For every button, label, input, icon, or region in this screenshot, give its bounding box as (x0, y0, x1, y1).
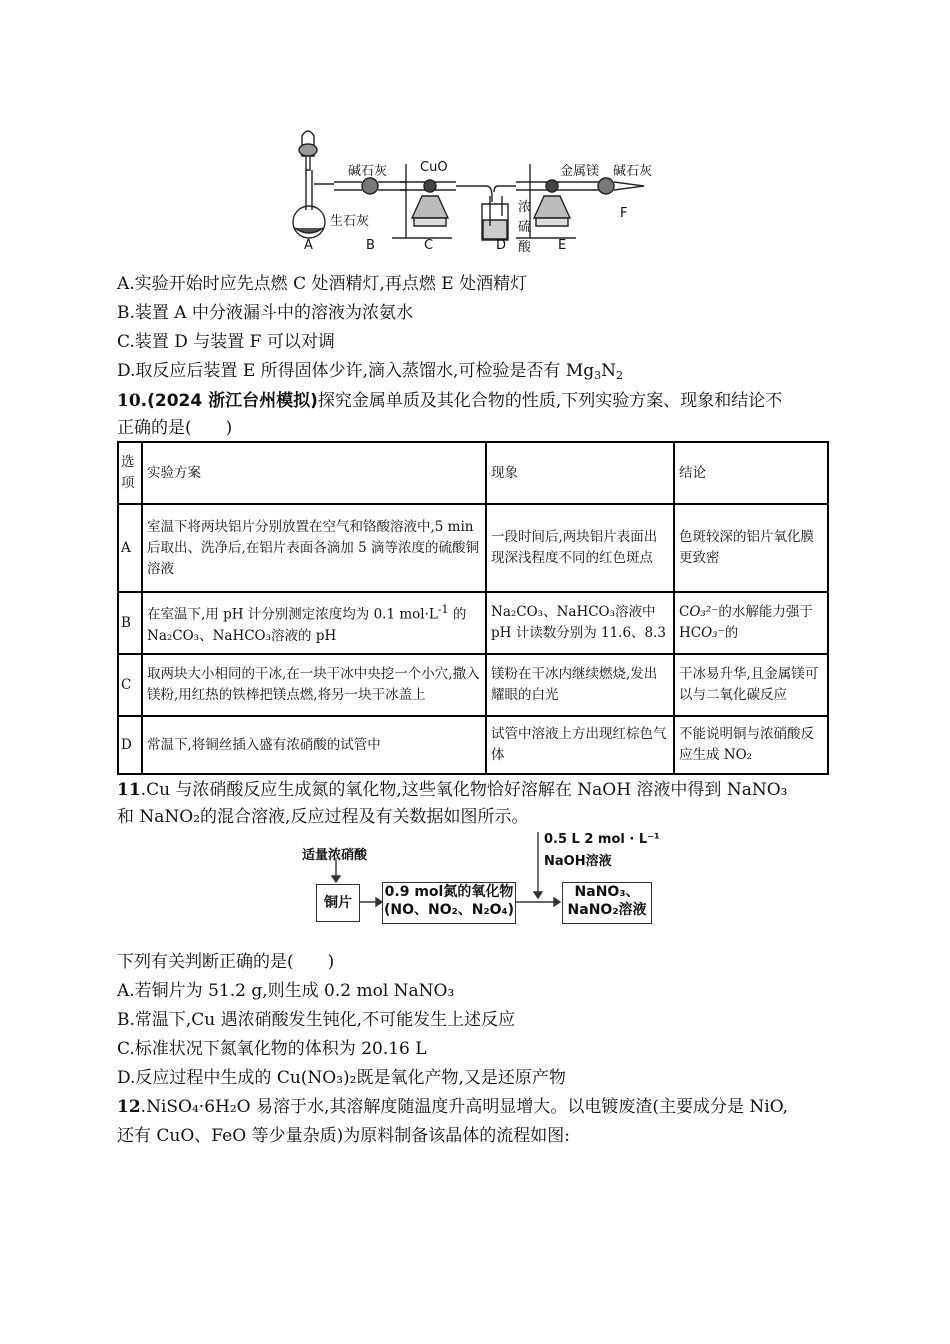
q9-option-c: C.装置 D 与装置 F 可以对调 (117, 332, 335, 352)
q10-stem-line1 (117, 389, 782, 413)
label-quicklime: 生石灰 (330, 214, 370, 229)
label-cuo: CuO (420, 160, 448, 175)
header-option: 选项 (118, 442, 142, 504)
q11-option-d: D.反应过程中生成的 Cu(NO₃)₂既是氧化产物,又是还原产物 (117, 1068, 566, 1088)
q12-stem-line1 (117, 1095, 788, 1119)
label-lime-b: 碱石灰 (348, 164, 388, 179)
q11-option-c: C.标准状况下氮氧化物的体积为 20.16 L (117, 1039, 427, 1059)
row-b-conclusion-ion2: O₃⁻ (701, 625, 725, 641)
q12-stem-text: .NiSO₄·6H₂O 易溶于水,其溶解度随温度升高明显增大。以电镀废渣(主要成分是 NiO, (140, 1097, 789, 1117)
row-c-plan: 取两块大小相同的干冰,在一块干冰中央挖一个小穴,撒入镁粉,用红热的铁棒把镁点燃,将另一块干冰盖上 (142, 654, 486, 716)
q10-stem-text: 探究金属单质及其化合物的性质,下列实验方案、现象和结论不 (317, 391, 783, 411)
header-phenomenon: 现象 (486, 442, 674, 504)
q9-option-d-sub2: 2 (616, 369, 624, 382)
flow-naoh-line1: 0.5 L 2 mol · L⁻¹ (544, 832, 660, 847)
row-d-option: D (118, 716, 142, 774)
label-f: F (620, 206, 628, 221)
row-d-plan: 常温下,将铜丝插入盛有浓硝酸的试管中 (142, 716, 486, 774)
row-b-conclusion-part2: 的水解能力强于 HC (679, 604, 813, 641)
q11-option-a: A.若铜片为 51.2 g,则生成 0.2 mol NaNO₃ (117, 981, 455, 1001)
row-b-plan-part2: 的 (448, 606, 467, 623)
row-a-option: A (118, 504, 142, 592)
q12-stem-line2: 还有 CuO、FeO 等少量杂质)为原料制备该晶体的流程如图: (117, 1126, 570, 1146)
header-plan: 实验方案 (142, 442, 486, 504)
q11-stem-line2: 和 NaNO₂的混合溶液,反应过程及有关数据如图所示。 (117, 807, 529, 827)
row-b-conclusion (674, 592, 828, 654)
row-a-plan: 室温下将两块铝片分别放置在空气和铬酸溶液中,5 min后取出、洗净后,在铝片表面各滴加 5 滴等浓度的硫酸铜溶液 (142, 504, 486, 592)
label-c: C (424, 238, 434, 253)
label-e: E (558, 238, 567, 253)
row-b-plan-sup: -1 (437, 603, 449, 617)
table-row (118, 654, 828, 716)
label-lime-f: 碱石灰 (613, 164, 653, 179)
label-conc-1: 浓 (518, 200, 532, 215)
q11-stem-text: .Cu 与浓硝酸反应生成氮的氧化物,这些氧化物恰好溶解在 NaOH 溶液中得到 NaNO₃ (140, 780, 788, 800)
flow-box-oxides-line1: 0.9 mol氮的氧化物 (384, 884, 514, 900)
row-b-plan-part3: Na₂CO₃、NaHCO₃溶液的 pH (147, 627, 337, 644)
label-a: A (304, 238, 313, 253)
row-c-phenomenon: 镁粉在干冰内继续燃烧,发出耀眼的白光 (486, 654, 674, 716)
flow-box-product-line2: NaNO₂溶液 (567, 902, 647, 918)
q9-option-d-sub1: 3 (594, 369, 602, 382)
label-b: B (366, 238, 375, 253)
row-d-conclusion: 不能说明铜与浓硝酸反应生成 NO₂ (674, 716, 828, 774)
row-b-phenomenon: Na₂CO₃、NaHCO₃溶液中 pH 计读数分别为 11.6、8.3 (486, 592, 674, 654)
row-a-conclusion: 色斑较深的铝片氧化膜更致密 (674, 504, 828, 592)
table-header-row (118, 442, 828, 504)
table-row (118, 592, 828, 654)
row-a-phenomenon: 一段时间后,两块铝片表面出现深浅程度不同的红色斑点 (486, 504, 674, 592)
flow-box-copper: 铜片 (316, 884, 360, 922)
header-conclusion: 结论 (674, 442, 828, 504)
label-d: D (496, 238, 507, 253)
flow-top-label: 适量浓硝酸 (302, 848, 368, 863)
row-b-conclusion-ion1: O₃²⁻ (689, 604, 719, 620)
flow-naoh-line2: NaOH溶液 (544, 854, 612, 869)
table-row (118, 504, 828, 592)
q10-source: .(2024 浙江台州模拟) (140, 391, 318, 411)
flow-box-oxides-line2: (NO、NO₂、N₂O₄) (383, 902, 515, 918)
label-magnesium: 金属镁 (560, 164, 600, 179)
row-c-conclusion: 干冰易升华,且金属镁可以与二氧化碳反应 (674, 654, 828, 716)
flow-box-product-line1: NaNO₃、 (574, 884, 640, 900)
q11-flow-diagram (296, 830, 660, 930)
q11-ask: 下列有关判断正确的是( ) (117, 952, 335, 972)
q9-option-b: B.装置 A 中分液漏斗中的溶液为浓氨水 (117, 303, 413, 323)
q11-number: 11 (117, 780, 141, 800)
q9-option-a: A.实验开始时应先点燃 C 处酒精灯,再点燃 E 处酒精灯 (117, 274, 528, 294)
apparatus-figure (290, 124, 670, 260)
q9-option-d-text: D.取反应后装置 E 所得固体少许,滴入蒸馏水,可检验是否有 Mg (117, 361, 595, 381)
row-b-plan (142, 592, 486, 654)
row-b-plan-part1: 在室温下,用 pH 计分别测定浓度均为 0.1 mol·L (147, 606, 438, 623)
q11-stem-line1 (117, 778, 787, 802)
row-b-conclusion-part3: 的 (724, 625, 739, 641)
q10-number: 10 (117, 391, 141, 411)
q9-option-d-n: N (601, 361, 617, 381)
row-d-phenomenon: 试管中溶液上方出现红棕色气体 (486, 716, 674, 774)
q12-number: 12 (117, 1097, 141, 1117)
table-row (118, 716, 828, 774)
row-c-option: C (118, 654, 142, 716)
row-b-option: B (118, 592, 142, 654)
apparatus-drawing (290, 124, 670, 260)
flow-box-product (562, 882, 652, 924)
label-conc-2: 硫 (518, 220, 532, 235)
q9-option-d (117, 359, 623, 388)
q10-stem-line2: 正确的是( ) (117, 418, 233, 438)
q11-option-b: B.常温下,Cu 遇浓硝酸发生钝化,不可能发生上述反应 (117, 1010, 516, 1030)
flow-box-oxides (382, 882, 516, 924)
q10-table (117, 441, 829, 775)
row-b-conclusion-part1: C (679, 604, 690, 620)
label-conc-3: 酸 (518, 240, 532, 255)
